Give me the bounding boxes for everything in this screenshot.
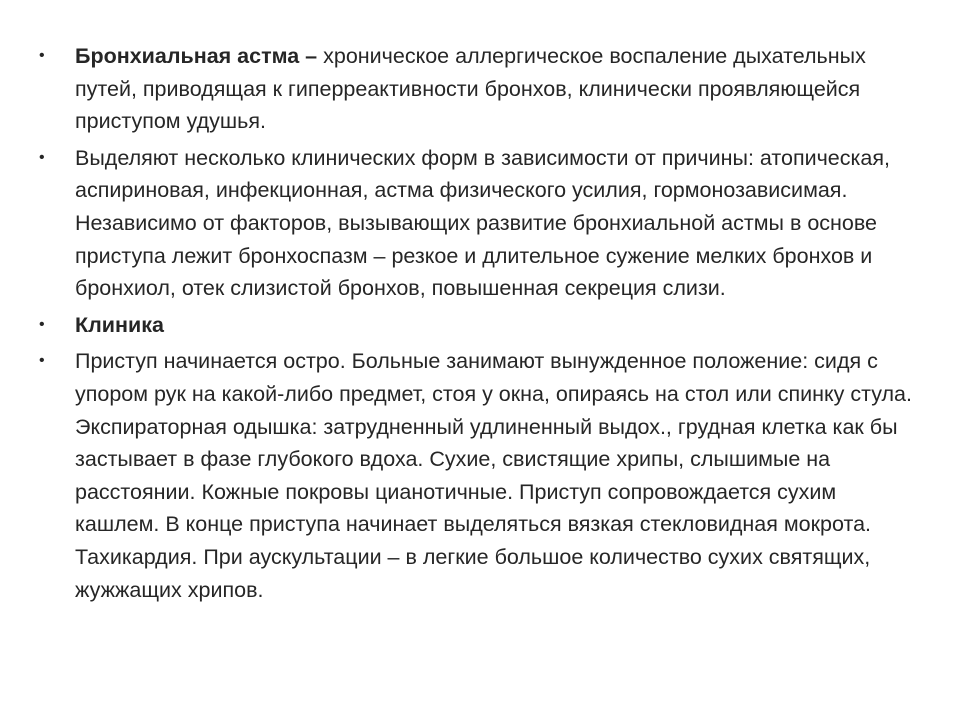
- slide-content: [36, 40, 926, 610]
- bullet-icon: •: [39, 315, 45, 333]
- clinic-text: Приступ начинается остро. Больные занимают вынужденное положение: сидя с упором рук на какой-либо предмет, стоя у окна, опираясь на стол или спинку стула. Экспираторная одышка: затрудненный удлиненный выдох., грудная клетка как бы застывает в фазе глубокого вдоха. Сухие, свистящие хрипы, слышимые на расстоянии. Кожные покровы цианотичные. Приступ сопровождается сухим кашлем. В конце приступа начинает выделяться вязкая стекловидная мокрота. Тахикардия. При аускультации – в легкие большое количество сухих святящих, жужжащих хрипов.: [75, 349, 912, 602]
- forms-text: Выделяют несколько клинических форм в зависимости от причины: атопическая, аспириновая, инфекционная, астма физического усилия, гормонозависимая. Независимо от факторов, вызывающих развитие бронхиальной астмы в основе приступа лежит бронхоспазм – резкое и длительное сужение мелких бронхов и бронхиол, отек слизистой бронхов, повышенная секреция слизи.: [75, 145, 890, 301]
- bullet-item-clinic-heading: [36, 309, 926, 342]
- bullet-item-clinic-description: [36, 345, 926, 606]
- definition-text: хроническое аллергическое воспаление дыхательных путей, приводящая к гиперреактивности бронхов, клинически проявляющейся приступом удушья.: [75, 44, 866, 134]
- bullet-item-forms: [36, 142, 926, 305]
- bullet-icon: •: [39, 352, 45, 370]
- bullet-item-definition: [36, 40, 926, 138]
- bullet-icon: •: [39, 148, 45, 166]
- clinic-heading: Клиника: [75, 312, 164, 337]
- bullet-list: [36, 40, 926, 606]
- bullet-icon: •: [39, 47, 45, 64]
- term-asthma: Бронхиальная астма –: [75, 44, 318, 68]
